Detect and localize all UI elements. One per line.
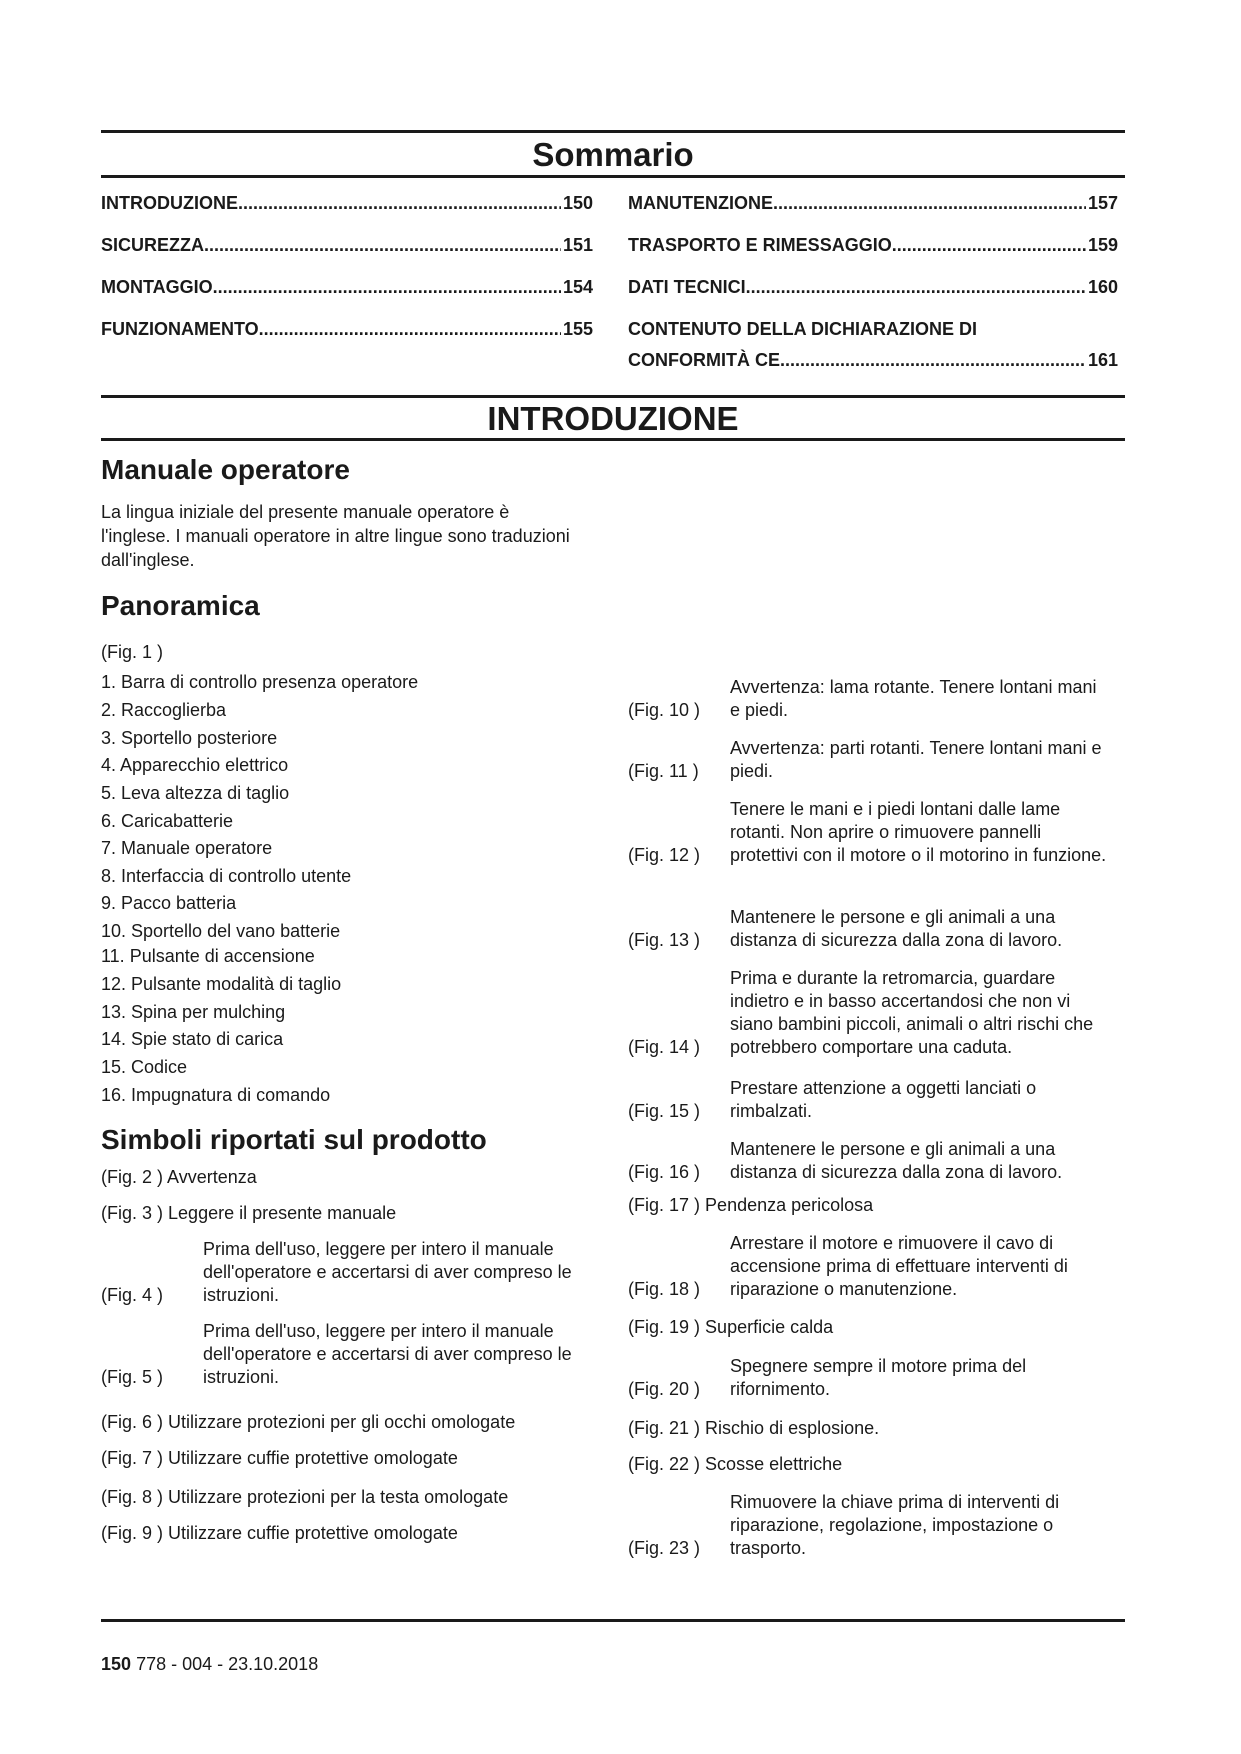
toc-title: Sommario xyxy=(532,136,694,173)
symbol-fig-7: (Fig. 7 ) Utilizzare cuffie protettive omologate xyxy=(101,1448,458,1468)
toc-left-column xyxy=(101,188,593,345)
toc-entry-introduzione[interactable]: INTRODUZIONE ..... 150 xyxy=(101,188,593,219)
symbol-fig-14: Prima e durante la retromarcia, guardare indietro e in basso accertandosi che non vi siano bambini piccoli, animali o altri rischi che potrebbero comportare una caduta. (Fig. 14 ) xyxy=(628,968,1094,1057)
list-item: 1. Barra di controllo presenza operatore xyxy=(101,672,419,692)
symbol-fig-9: (Fig. 9 ) Utilizzare cuffie protettive omologate xyxy=(101,1523,458,1543)
manual-text: La lingua iniziale del presente manuale operatore è l'inglese. I manuali operatore in altre lingue sono traduzioni dall'inglese. xyxy=(101,502,570,570)
overview-heading: Panoramica xyxy=(101,590,260,621)
page-footer xyxy=(101,1654,318,1675)
symbol-fig-16: Mantenere le persone e gli animali a una distanza di sicurezza dalla zona di lavoro. (Fig. 16 ) xyxy=(628,1139,1063,1182)
symbol-fig-8: (Fig. 8 ) Utilizzare protezioni per la testa omologate xyxy=(101,1487,509,1507)
symbol-fig-11: Avvertenza: parti rotanti. Tenere lontani mani e piedi. (Fig. 11 ) xyxy=(628,738,1102,781)
intro-top-rule xyxy=(101,395,1125,398)
list-item: 11. Pulsante di accensione xyxy=(101,946,315,966)
symbol-fig-3: (Fig. 3 ) Leggere il presente manuale xyxy=(101,1203,397,1223)
symbol-fig-20: Spegnere sempre il motore prima del rifornimento. (Fig. 20 ) xyxy=(628,1356,1027,1399)
list-item: 10. Sportello del vano batterie xyxy=(101,921,341,941)
symbol-fig-2: (Fig. 2 ) Avvertenza xyxy=(101,1167,257,1187)
footer-code: 778 - 004 - 23.10.2018 xyxy=(136,1654,319,1674)
list-item: 16. Impugnatura di comando xyxy=(101,1085,331,1105)
footer-page-number: 150 xyxy=(101,1654,132,1674)
footer-rule xyxy=(101,1619,1125,1622)
toc-entry-dati-tecnici[interactable]: DATI TECNICI ..... 160 xyxy=(628,272,1118,303)
list-item: 6. Caricabatterie xyxy=(101,811,234,831)
list-item: 9. Pacco batteria xyxy=(101,893,237,913)
symbol-fig-19: (Fig. 19 ) Superficie calda xyxy=(628,1317,834,1337)
intro-bottom-rule xyxy=(101,438,1125,441)
list-item: 4. Apparecchio elettrico xyxy=(101,755,289,775)
list-item: 5. Leva altezza di taglio xyxy=(101,783,290,803)
list-item: 3. Sportello posteriore xyxy=(101,728,278,748)
toc-entry-manutenzione[interactable]: MANUTENZIONE ..... 157 xyxy=(628,188,1118,219)
toc-top-rule xyxy=(101,130,1125,133)
toc-entry-dichiarazione[interactable]: CONTENUTO DELLA DICHIARAZIONE DI CONFORMITÀ CE ..... 161 xyxy=(628,314,1118,376)
toc-entry-funzionamento[interactable]: FUNZIONAMENTO ..... 155 xyxy=(101,314,593,345)
toc-right-column xyxy=(628,188,1118,376)
symbol-fig-10: Avvertenza: lama rotante. Tenere lontani mani e piedi. (Fig. 10 ) xyxy=(628,677,1097,720)
toc-entry-trasporto[interactable]: TRASPORTO E RIMESSAGGIO ..... 159 xyxy=(628,230,1118,261)
list-item: 8. Interfaccia di controllo utente xyxy=(101,866,352,886)
overview-fig-ref: (Fig. 1 ) xyxy=(101,642,164,662)
list-item: 14. Spie stato di carica xyxy=(101,1029,284,1049)
symbol-fig-15: Prestare attenzione a oggetti lanciati o rimbalzati. (Fig. 15 ) xyxy=(628,1078,1037,1121)
symbol-fig-12: Tenere le mani e i piedi lontani dalle lame rotanti. Non aprire o rimuovere pannelli protettivi con il motore o il motorino in funzione. (Fig. 12 ) xyxy=(628,799,1107,865)
list-item: 12. Pulsante modalità di taglio xyxy=(101,974,342,994)
intro-title: INTRODUZIONE xyxy=(487,400,739,437)
list-item: 7. Manuale operatore xyxy=(101,838,273,858)
symbol-fig-18: Arrestare il motore e rimuovere il cavo di accensione prima di effettuare interventi di riparazione o manutenzione. (Fig. 18 ) xyxy=(628,1233,1068,1299)
toc-entry-sicurezza[interactable]: SICUREZZA ..... 151 xyxy=(101,230,593,261)
symbol-fig-23: Rimuovere la chiave prima di interventi di riparazione, regolazione, impostazione o trasporto. (Fig. 23 ) xyxy=(628,1492,1060,1558)
symbol-fig-22: (Fig. 22 ) Scosse elettriche xyxy=(628,1454,843,1474)
symbol-fig-4: Prima dell'uso, leggere per intero il manuale dell'operatore e accertarsi di aver compreso le istruzioni. (Fig. 4 ) xyxy=(101,1239,572,1305)
toc-entry-dichiarazione-line1: CONTENUTO DELLA DICHIARAZIONE DI xyxy=(628,319,977,339)
symbol-fig-13: Mantenere le persone e gli animali a una distanza di sicurezza dalla zona di lavoro. (Fig. 13 ) xyxy=(628,907,1063,950)
toc-entry-montaggio[interactable]: MONTAGGIO ..... 154 xyxy=(101,272,593,303)
list-item: 15. Codice xyxy=(101,1057,188,1077)
symbol-fig-17: (Fig. 17 ) Pendenza pericolosa xyxy=(628,1195,874,1215)
manual-heading: Manuale operatore xyxy=(101,454,350,485)
symbol-fig-6: (Fig. 6 ) Utilizzare protezioni per gli occhi omologate xyxy=(101,1412,516,1432)
toc-bottom-rule xyxy=(101,175,1125,178)
symbols-heading: Simboli riportati sul prodotto xyxy=(101,1124,487,1155)
symbol-fig-5: Prima dell'uso, leggere per intero il manuale dell'operatore e accertarsi di aver compreso le istruzioni. (Fig. 5 ) xyxy=(101,1321,572,1387)
list-item: 2. Raccoglierba xyxy=(101,700,227,720)
list-item: 13. Spina per mulching xyxy=(101,1002,286,1022)
symbol-fig-21: (Fig. 21 ) Rischio di esplosione. xyxy=(628,1418,880,1438)
